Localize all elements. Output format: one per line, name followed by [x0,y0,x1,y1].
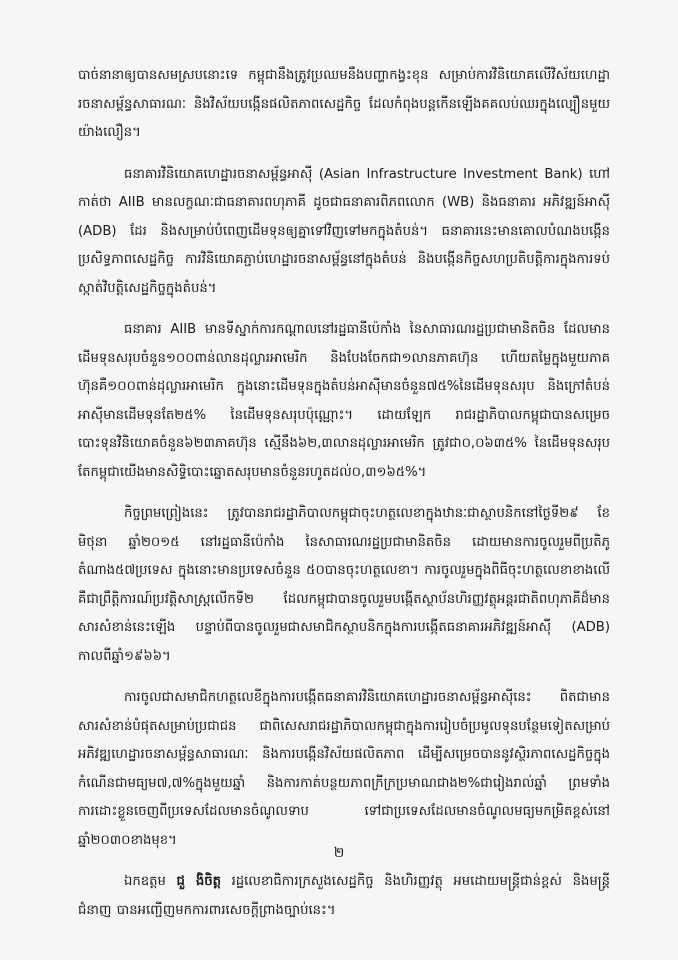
paragraph-membership-importance: ការចូលជាសមាជិកហត្ថលេខីក្នុងការបង្កើតធនាគារវិនិយោគហេដ្ឋារចនាសម្ព័ន្ធអាស៊ីនេះ ពិតជាមានសារសំខាន់បំផុតសម្រាប់ប្រជាជន ជាពិសេសរាជរដ្ឋាភិបាលកម្ពុជាក្នុងការរៀបចំប្រមូលទុនបន្ថែមទៀតសម្រាប់អភិវឌ្ឍហេដ្ឋារចនាសម្ព័ន្ធសាធារណៈ និងការបង្កើនវិស័យផលិតភាព ដើម្បីសម្រេចបាននូវស្ថិរភាពសេដ្ឋកិច្ចក្នុងកំណើនជាមធ្យម៧,៧%ក្នុងមួយឆ្នាំ និងការកាត់បន្ថយភាពក្រីក្រប្រមាណជាង២%ជារៀងរាល់ឆ្នាំ ព្រមទាំងការដោះខ្លួនចេញពីប្រទេសដែលមានចំណូលទាប ទៅជាប្រទេសដែលមានចំណូលមធ្យមកម្រិតខ្ពស់នៅឆ្នាំ២០៣០ខាងមុខ។ [78,690,610,848]
paragraph-aiib-definition: ធនាគារវិនិយោគហេដ្ឋារចនាសម្ព័ន្ធអាស៊ី (Asian Infrastructure Investment Bank) ហៅកាត់ថា AIIB មានលក្ខណៈជាធនាគារពហុភាគី ដូចជាធនាគារពិភពលោក (WB) និងធនាគារ អភិវឌ្ឍន៍អាស៊ី (ADB) ដែរ និងសម្រាប់បំពេញដើមទុនឲ្យគ្នាទៅវិញទៅមកក្នុងតំបន់។ ធនាគារនេះមានគោលបំណងបង្កើនប្រសិទ្ធភាពសេដ្ឋកិច្ច ការវិនិយោគភ្ជាប់ហេដ្ឋារចនាសម្ព័ន្ធនៅក្នុងតំបន់ និងបង្កើនកិច្ចសហប្រតិបត្តិការក្នុងការទប់ស្កាត់វិបត្តិសេដ្ឋកិច្ចក្នុងតំបន់។ [78,166,610,296]
page-number: ២ [333,845,345,861]
paragraph-aiib-headquarters-capital: ធនាគារ AIIB មានទីស្នាក់ការកណ្ដាលនៅរដ្ឋធានីប៉េកាំង នៃសាធារណរដ្ឋប្រជាមានិតចិន ដែលមានដើមទុនសរុបចំនួន១០០ពាន់លានដុល្លារអាមេរិក និងបែងចែកជា១លានភាគហ៊ុន ហើយតម្លៃក្នុងមួយភាគហ៊ុនគឺ១០០ពាន់ដុល្លារអាមេរិក ក្នុងនោះដើមទុនក្នុងតំបន់អាស៊ីមានចំនួន៧៥%នៃដើមទុនសរុប និងក្រៅតំបន់អាស៊ីមានដើមទុនតែ២៥% នៃដើមទុនសរុបប៉ុណ្ណោះ។ ដោយឡែក រាជរដ្ឋាភិបាលកម្ពុជាបានសម្រេចបោះទុនវិនិយោគចំនួន៦២៣ភាគហ៊ុន ស្មើនឹង៦២,៣លានដុល្លារអាមេរិក ត្រូវជា០,០៦៣៥% នៃដើមទុនសរុប តែកម្ពុជាយើងមានសិទ្ធិបោះឆ្នោតសរុបមានចំនួនរហូតដល់០,៣១៦៥%។ [78,322,610,480]
paragraph-defender-text: រដ្ឋលេខាធិការក្រសួងសេដ្ឋកិច្ច និងហិរញ្ញវត្ថុ អមដោយមន្ត្រីជាន់ខ្ពស់ និងមន្ត្រីជំនាញ បានអញ្ជើញមកការពារសេចក្តីព្រាងច្បាប់នេះ។ [78,874,610,918]
paragraph-defender [78,868,610,925]
honorific-lead: ឯកឧត្តម [124,874,166,889]
official-name: ជួ ងិចិត្ត [176,874,221,889]
paragraph-agreement-signing: កិច្ចព្រមព្រៀងនេះ ត្រូវបានរាជរដ្ឋាភិបាលកម្ពុជាចុះហត្ថលេខាក្នុងឋានៈជាស្ថាបនិកនៅថ្ងៃទី២៩ ខែមិថុនា ឆ្នាំ២០១៥ នៅរដ្ឋធានីប៉េកាំង នៃសាធារណរដ្ឋប្រជាមានិតចិន ដោយមានការចូលរួមពីប្រតិភូតំណាង៥៧ប្រទេស ក្នុងនោះមានប្រទេសចំនួន ៥០បានចុះហត្ថលេខា។ ការចូលរួមក្នុងពិធីចុះហត្ថលេខាខាងលើគឺជាព្រឹត្តិការណ៍ប្រវត្តិសាស្ត្រលើកទី២ ដែលកម្ពុជាបានចូលរួមបង្កើតស្ថាប័នហិរញ្ញវត្ថុអន្តរជាតិពហុភាគីដ៏មានសារសំខាន់នេះឡើង បន្ទាប់ពីបានចូលរួមជាសមាជិកស្ថាបនិកក្នុងការបង្កើតធនាគារអភិវឌ្ឍន៍អាស៊ី (ADB) កាលពីឆ្នាំ១៩៦៦។ [78,506,610,664]
paragraph-continuation: បាច់នានាឲ្យបានសមស្របនោះទេ កម្ពុជានឹងត្រូវប្រឈមនឹងបញ្ហាកង្វះខុន សម្រាប់ការវិនិយោគលើវិស័យហេដ្ឋារចនាសម្ព័ន្ធសាធារណៈ និងវិស័យបង្កើនផលិតភាពសេដ្ឋកិច្ច ដែលកំពុងបន្តកើនឡើងគគលប់ឈរក្នុងល្បឿនមួយយ៉ាងលឿន។ [78,68,610,140]
